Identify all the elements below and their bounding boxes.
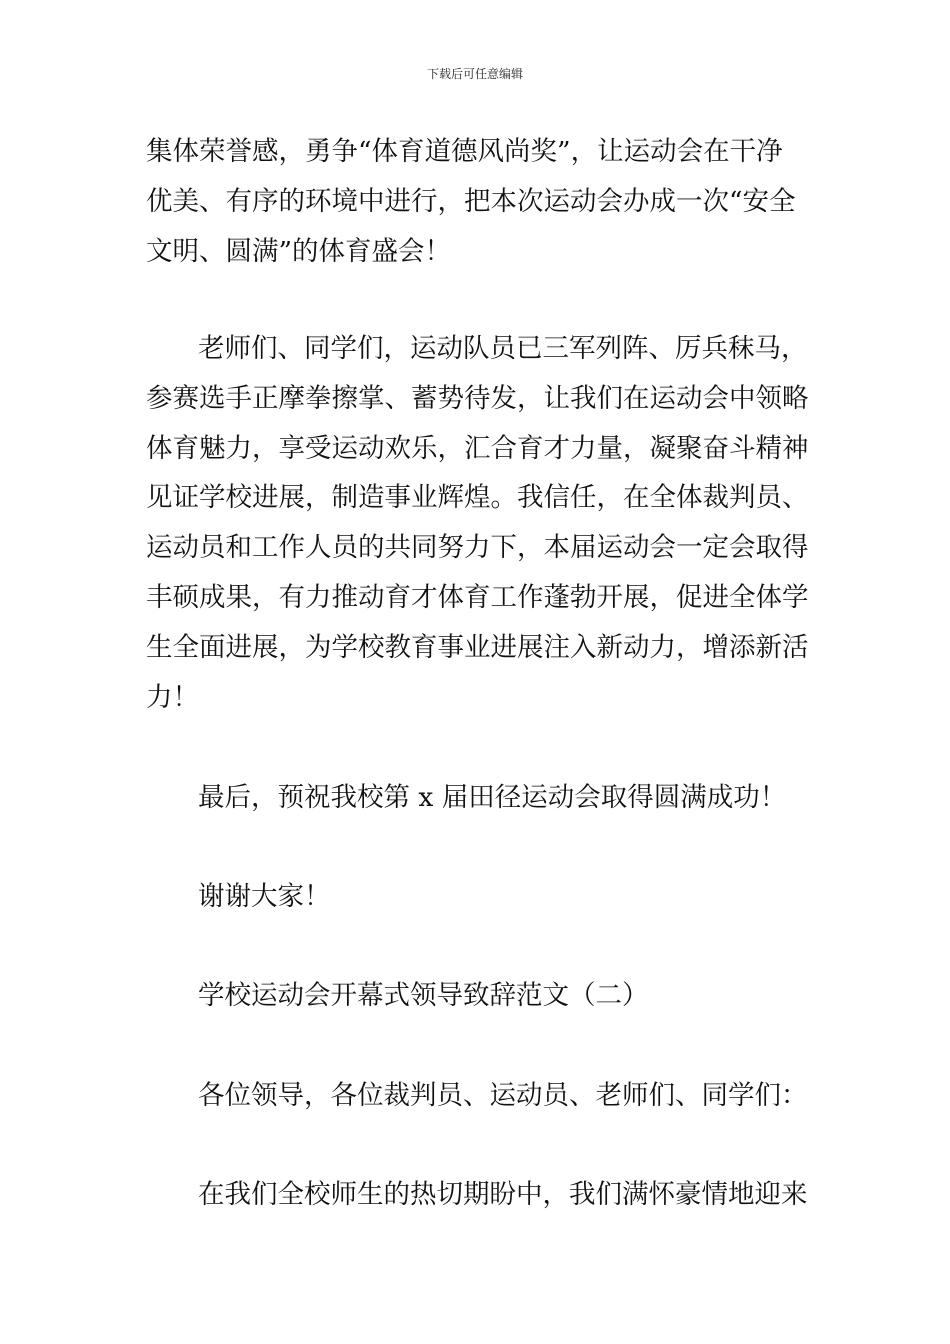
text-line: 生全面进展，为学校教育事业进展注入新动力，增添新活: [146, 631, 809, 663]
text-line: 力！: [146, 681, 199, 713]
page-header: 下载后可任意编辑: [426, 67, 523, 81]
paragraph-salutation: 各位领导，各位裁判员、运动员、老师们、同学们：: [198, 1080, 808, 1111]
text-line: 集体荣誉感，勇争“体育道德风尚奖”，让运动会在干净: [146, 136, 783, 167]
text-line: 运动员和工作人员的共同努力下，本届运动会一定会取得: [146, 532, 809, 564]
paragraph-opening: 在我们全校师生的热切期盼中，我们满怀豪情地迎来: [198, 1179, 808, 1210]
paragraph-thanks: 谢谢大家！: [198, 881, 331, 912]
text-line: 丰硕成果，有力推动育才体育工作蓬勃开展，促进全体学: [146, 581, 809, 613]
section-title: 学校运动会开幕式领导致辞范文（二）: [198, 980, 649, 1011]
paragraph-teachers-students: [146, 324, 808, 722]
text-line: 文明、圆满”的体育盛会！: [146, 235, 452, 267]
text-line: 优美、有序的环境中进行，把本次运动会办成一次“安全: [146, 185, 796, 217]
text-line: 见证学校进展，制造事业辉煌。我信任，在全体裁判员、: [146, 482, 809, 514]
paragraph-closing-appeal: [146, 127, 808, 276]
text-line: 参赛选手正摩拳擦掌、蓄势待发，让我们在运动会中领略: [146, 382, 809, 414]
paragraph-wish-success: 最后，预祝我校第 x 届田径运动会取得圆满成功！: [198, 782, 787, 813]
text-line: 老师们、同学们，运动队员已三军列阵、厉兵秣马，: [198, 333, 808, 364]
text-line: 体育魅力，享受运动欢乐，汇合育才力量，凝聚奋斗精神: [146, 432, 809, 464]
